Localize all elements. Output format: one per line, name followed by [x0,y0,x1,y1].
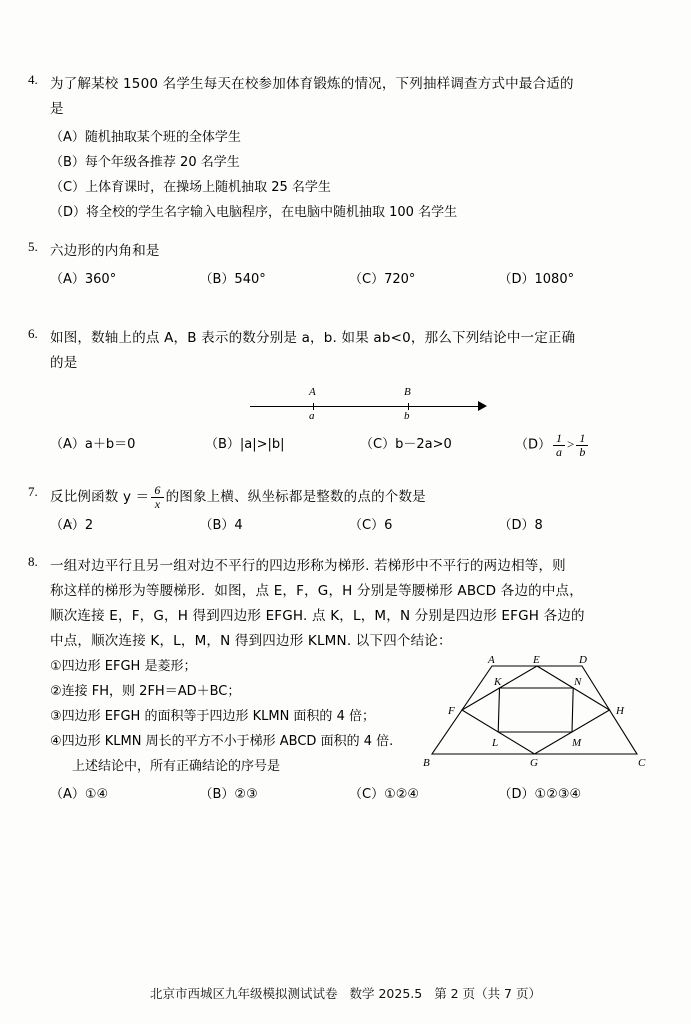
number-line-label-A: A [309,386,316,398]
question-8-conclusion-4: ④四边形 KLMN 周长的平方不小于梯形 ABCD 面积的 4 倍. [50,734,394,750]
question-8-number: 8. [28,554,38,570]
question-4-option-c[interactable]: （C）上体育课时，在操场上随机抽取 25 名学生 [50,180,331,195]
question-6-options [50,432,648,458]
question-7-option-d[interactable]: （D）8 [498,518,543,534]
question-4-option-d[interactable]: （D）将全校的学生名字输入电脑程序，在电脑中随机抽取 100 名学生 [50,205,458,220]
question-6-stem-line2: 的是 [50,355,78,371]
question-7-option-a[interactable]: （A）2 [50,518,94,534]
question-8-option-b[interactable]: （B）②③ [199,787,258,803]
question-6-option-a[interactable]: （A）a＋b＝0 [50,437,136,453]
fraction-one-over-a: $\frac{1}{a}$ [553,432,565,458]
footer-page-number: 第 2 页（共 7 页） [434,986,541,1001]
question-8-stem-line3: 顺次连接 E，F，G，H 得到四边形 EFGH. 点 K，L，M，N 分别是四边形 EFGH 各边的 [50,608,585,625]
question-4 [28,72,648,225]
question-8-option-a[interactable]: （A）①④ [50,787,109,803]
footer-exam-title: 北京市西城区九年级模拟测试试卷 [149,986,338,1001]
relation-symbol: > [567,436,575,452]
question-4-options [50,125,648,225]
question-6-stem-line1: 如图，数轴上的点 A，B 表示的数分别是 a，b. 如果 ab<0，那么下列结论中一定正确 [50,330,576,346]
question-4-stem-line1: 为了解某校 1500 名学生每天在校参加体育锻炼的情况，下列抽样调查方式中最合适的 [50,76,574,92]
question-6-option-d-label: （D） [515,437,552,453]
question-8-option-d[interactable]: （D）①②③④ [498,787,582,803]
fraction-six-over-x: $\frac{6}{x}$ [151,484,163,510]
question-5-option-d[interactable]: （D）1080° [498,272,575,287]
svg-text:F: F [448,705,455,718]
svg-text:K: K [494,676,502,689]
question-8-conclusion-1: ①四边形 EFGH 是菱形； [50,659,197,675]
svg-text:H: H [616,705,624,718]
question-7-options [50,514,648,538]
question-5 [28,239,648,292]
question-8-options [50,783,648,807]
svg-text:L: L [492,737,499,750]
number-line-arrow [478,401,487,411]
number-line-label-b: b [404,410,410,422]
fraction-one-over-b: $\frac{1}{b}$ [576,432,588,458]
question-8-conclusion-2: ②连接 FH，则 2FH＝AD＋BC； [50,684,241,700]
question-6-number: 6. [28,326,38,341]
svg-text:E: E [533,654,540,667]
question-5-options [50,268,648,292]
question-8-closing: 上述结论中，所有正确结论的序号是 [72,759,281,775]
svg-text:D: D [579,654,587,667]
number-line-label-B: B [404,386,411,398]
question-5-option-c[interactable]: （C）720° [349,272,416,287]
svg-text:G: G [530,757,538,770]
question-8 [28,554,648,807]
question-4-option-b[interactable]: （B）每个年级各推荐 20 名学生 [50,155,240,170]
svg-text:M: M [572,737,582,750]
question-7-option-b[interactable]: （B）4 [199,518,243,534]
question-7-stem-suffix: 的图象上横、纵坐标都是整数的点的个数是 [165,489,426,506]
question-7-option-c[interactable]: （C）6 [349,518,393,534]
question-4-number: 4. [28,72,38,87]
question-4-option-a[interactable]: （A）随机抽取某个班的全体学生 [50,130,241,145]
question-6 [28,326,648,458]
question-7-number: 7. [28,484,38,500]
number-line-axis [250,406,480,407]
question-8-option-c[interactable]: （C）①②④ [349,787,420,803]
question-7 [28,484,648,538]
question-5-number: 5. [28,239,38,254]
question-5-stem: 六边形的内角和是 [50,243,160,259]
svg-text:B: B [423,757,430,770]
number-line-label-a: a [309,410,315,422]
question-8-conclusion-3: ③四边形 EFGH 的面积等于四边形 KLMN 面积的 4 倍； [50,709,375,725]
page-content [28,72,648,813]
question-5-option-b[interactable]: （B）540° [199,272,266,287]
page-footer [0,984,691,1002]
question-7-stem [50,484,648,510]
question-4-stem-line2: 是 [50,101,64,117]
number-line-tick-b [408,403,409,410]
question-8-stem-line1: 一组对边平行且另一组对边不平行的四边形称为梯形. 若梯形中不平行的两边相等，则 [50,558,566,575]
question-6-option-b[interactable]: （B）|a|>|b| [205,437,285,453]
svg-text:C: C [638,757,646,770]
question-5-option-a[interactable]: （A）360° [50,272,117,287]
question-8-stem-line2: 称这样的梯形为等腰梯形．如图，点 E，F，G，H 分别是等腰梯形 ABCD 各边的中点， [50,583,583,600]
number-line-tick-a [313,403,314,410]
trapezoid-figure [422,654,652,769]
svg-text:A: A [488,654,495,667]
question-6-option-d[interactable] [515,432,590,458]
question-8-stem-line4: 中点，顺次连接 K，L，M，N 得到四边形 KLMN. 以下四个结论： [50,633,452,650]
number-line-figure [50,384,648,428]
question-6-option-c[interactable]: （C）b－2a>0 [360,437,452,453]
question-7-stem-prefix: 反比例函数 y ＝ [50,489,150,506]
footer-subject: 数学 2025.5 [349,986,423,1001]
svg-text:N: N [574,676,582,689]
